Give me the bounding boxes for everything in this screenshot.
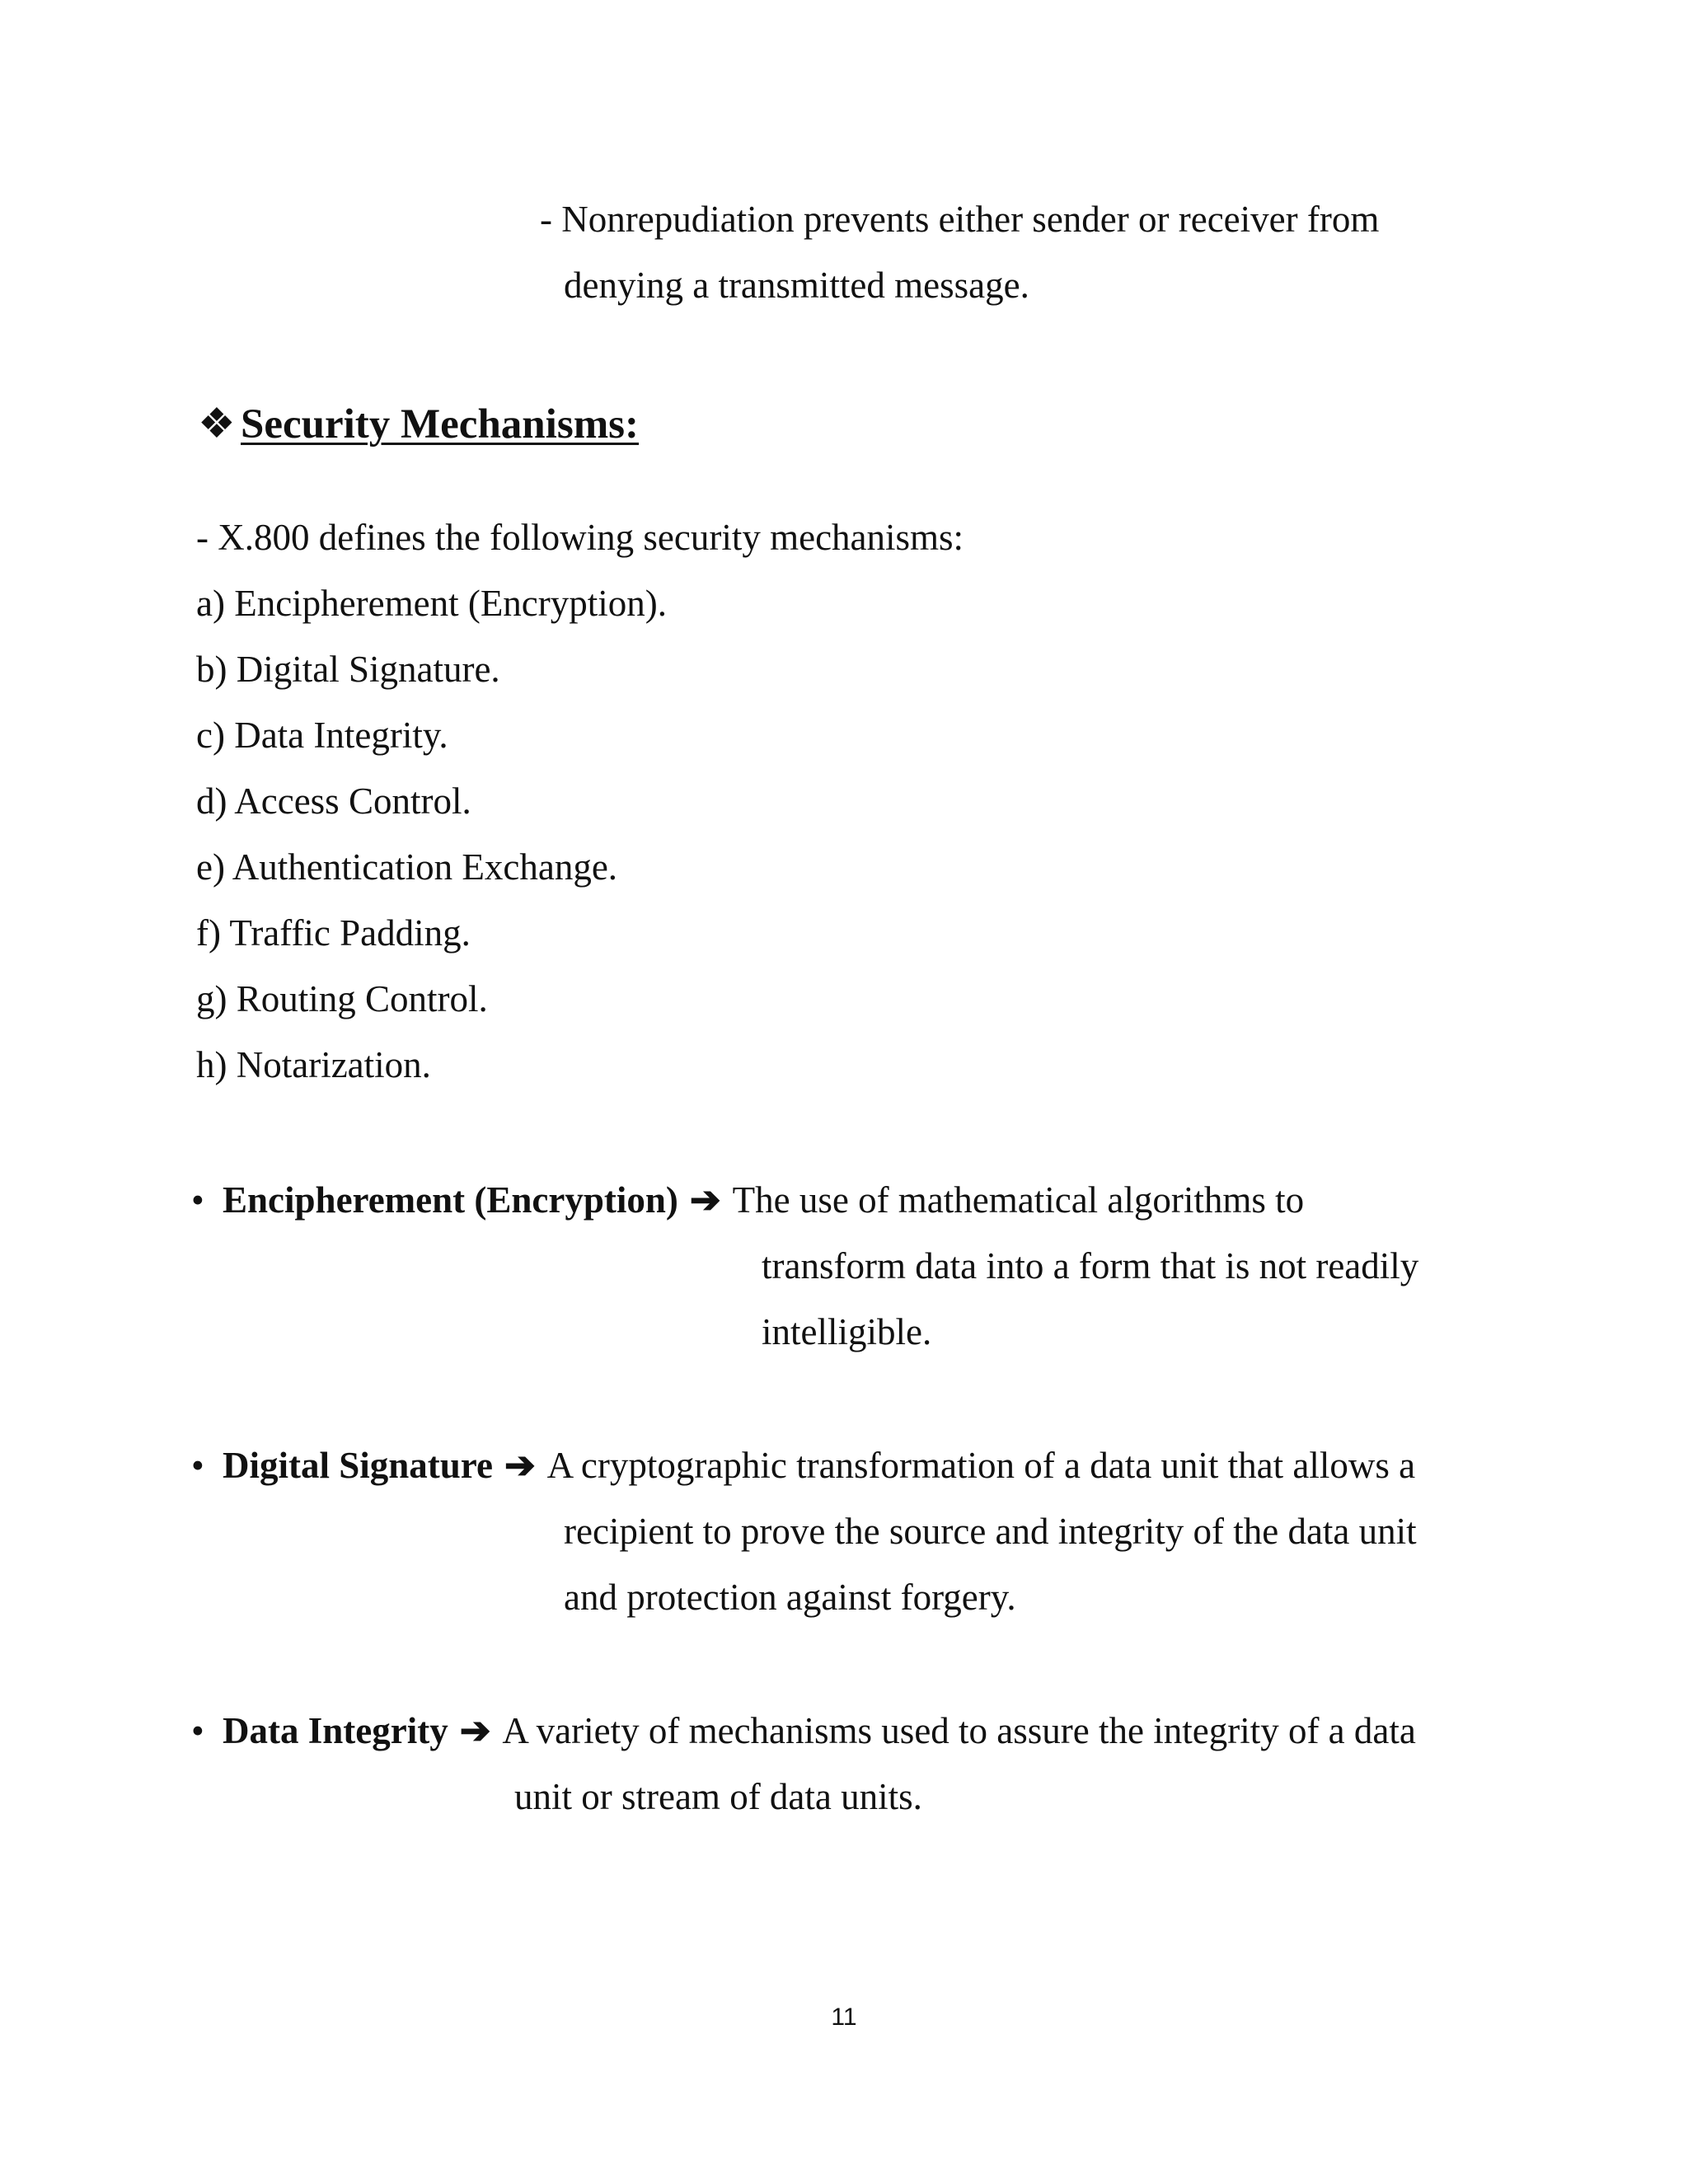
mechanism-item: h) Notarization. (196, 1044, 431, 1085)
definition-digital-signature (191, 1441, 1415, 1490)
mechanism-item: a) Encipherement (Encryption). (196, 583, 668, 624)
page-number: 11 (831, 2004, 857, 2031)
arrow-right-icon: ➔ (504, 1445, 536, 1486)
bullet-icon: • (191, 1179, 204, 1221)
definition-text: unit or stream of data units. (514, 1776, 922, 1817)
diamond-bullet-icon: ❖ (198, 401, 236, 448)
definition-text: intelligible. (762, 1311, 932, 1352)
definition-encipherement (191, 1175, 1304, 1225)
definition-term: Digital Signature (223, 1445, 493, 1486)
list-intro: - X.800 defines the following security mechanisms: (196, 517, 964, 558)
intro-line-1: - Nonrepudiation prevents either sender or receiver from (540, 199, 1380, 240)
arrow-right-icon: ➔ (459, 1710, 491, 1751)
definition-text: A cryptographic transformation of a data unit that allows a (546, 1445, 1416, 1486)
section-heading (198, 396, 639, 453)
definition-text: A variety of mechanisms used to assure the integrity of a data (502, 1710, 1416, 1751)
bullet-icon: • (191, 1445, 204, 1486)
definition-text: and protection against forgery. (564, 1577, 1016, 1618)
bullet-icon: • (191, 1710, 204, 1751)
definition-text: transform data into a form that is not readily (762, 1245, 1419, 1286)
mechanism-item: e) Authentication Exchange. (196, 846, 618, 888)
mechanism-item: c) Data Integrity. (196, 715, 448, 756)
definition-text: The use of mathematical algorithms to (732, 1179, 1305, 1221)
mechanism-item: f) Traffic Padding. (196, 912, 471, 954)
definition-term: Data Integrity (223, 1710, 448, 1751)
intro-line-2: denying a transmitted message. (564, 265, 1029, 306)
definition-term: Encipherement (Encryption) (223, 1179, 678, 1221)
arrow-right-icon: ➔ (689, 1179, 721, 1221)
mechanism-item: b) Digital Signature. (196, 649, 500, 690)
section-title: Security Mechanisms: (241, 401, 640, 448)
mechanism-item: g) Routing Control. (196, 978, 488, 1019)
mechanism-item: d) Access Control. (196, 780, 471, 822)
definition-text: recipient to prove the source and integrity of the data unit (564, 1511, 1417, 1552)
definition-data-integrity (191, 1706, 1416, 1755)
